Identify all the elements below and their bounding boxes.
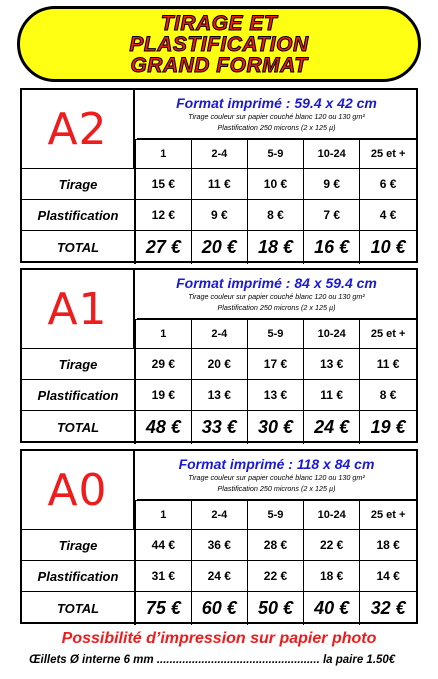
photo-paper-note: Possibilité d’impression sur papier photo xyxy=(61,630,377,647)
price-cell: 11 € xyxy=(191,169,247,200)
price-cell: 15 € xyxy=(135,169,191,200)
quantity-header: 5-9 xyxy=(247,501,303,530)
price-cell: 30 € xyxy=(247,411,303,444)
paper-size-label xyxy=(22,90,135,168)
row-label: TOTAL xyxy=(22,592,135,625)
quantity-header: 10-24 xyxy=(304,501,360,530)
price-cell: 10 € xyxy=(247,169,303,200)
quantity-header: 1 xyxy=(135,320,191,349)
price-cell: 44 € xyxy=(135,530,191,561)
price-cell: 48 € xyxy=(135,411,191,444)
title-line-2: PLASTIFICATION xyxy=(129,32,309,56)
title-banner xyxy=(17,6,421,82)
laminate-note: Plastification 250 microns (2 x 125 µ) xyxy=(217,303,336,312)
row-label: Plastification xyxy=(22,561,135,592)
price-cell: 10 € xyxy=(360,231,416,264)
row-label: Plastification xyxy=(22,380,135,411)
row-label: Tirage xyxy=(22,530,135,561)
paper-note: Tirage couleur sur papier couché blanc 120 ou 130 gm² xyxy=(188,292,365,301)
price-cell: 19 € xyxy=(135,380,191,411)
price-cell: 32 € xyxy=(360,592,416,625)
price-cell: 28 € xyxy=(247,530,303,561)
title-line-1: TIRAGE ET xyxy=(160,11,278,35)
plastification-row xyxy=(22,200,416,231)
size-text: A2 xyxy=(47,103,108,155)
paper-note: Tirage couleur sur papier couché blanc 120 ou 130 gm² xyxy=(188,473,365,482)
price-cell: 22 € xyxy=(304,530,360,561)
price-cell: 17 € xyxy=(247,349,303,380)
price-cell: 36 € xyxy=(191,530,247,561)
row-label: Tirage xyxy=(22,349,135,380)
price-cell: 16 € xyxy=(304,231,360,264)
eyelets-price-line: Œillets Ø interne 6 mm ................................................... la paire 1.50€ xyxy=(29,654,396,666)
price-cell: 33 € xyxy=(191,411,247,444)
price-cell: 18 € xyxy=(304,561,360,592)
total-row xyxy=(22,592,416,625)
paper-size-label xyxy=(22,451,135,529)
total-row xyxy=(22,411,416,444)
price-cell: 7 € xyxy=(304,200,360,231)
price-cell: 18 € xyxy=(247,231,303,264)
price-cell: 40 € xyxy=(304,592,360,625)
tirage-row xyxy=(22,169,416,200)
title-line-3: GRAND FORMAT xyxy=(130,53,308,77)
price-cell: 8 € xyxy=(360,380,416,411)
price-cell: 22 € xyxy=(247,561,303,592)
price-block-a1 xyxy=(20,268,418,443)
format-header xyxy=(137,270,416,319)
price-cell: 13 € xyxy=(191,380,247,411)
price-cell: 6 € xyxy=(360,169,416,200)
quantity-header: 1 xyxy=(135,140,191,169)
price-cell: 20 € xyxy=(191,349,247,380)
paper-note: Tirage couleur sur papier couché blanc 120 ou 130 gm² xyxy=(188,112,365,121)
price-cell: 11 € xyxy=(360,349,416,380)
price-cell: 24 € xyxy=(191,561,247,592)
quantity-header: 10-24 xyxy=(304,140,360,169)
format-title: Format imprimé : 118 x 84 cm xyxy=(178,456,375,472)
total-row xyxy=(22,231,416,264)
price-cell: 9 € xyxy=(191,200,247,231)
row-label: Plastification xyxy=(22,200,135,231)
price-cell: 20 € xyxy=(191,231,247,264)
price-block-a0 xyxy=(20,449,418,624)
quantity-header: 5-9 xyxy=(247,140,303,169)
laminate-note: Plastification 250 microns (2 x 125 µ) xyxy=(217,123,336,132)
quantity-header: 10-24 xyxy=(304,320,360,349)
price-cell: 12 € xyxy=(135,200,191,231)
price-cell: 18 € xyxy=(360,530,416,561)
price-block-a2 xyxy=(20,88,418,263)
paper-size-label xyxy=(22,270,135,348)
size-text: A0 xyxy=(47,464,108,516)
price-cell: 13 € xyxy=(247,380,303,411)
quantity-header: 2-4 xyxy=(191,501,247,530)
price-cell: 11 € xyxy=(304,380,360,411)
price-cell: 9 € xyxy=(304,169,360,200)
quantity-header: 25 et + xyxy=(360,501,416,530)
quantity-header: 25 et + xyxy=(360,140,416,169)
price-cell: 60 € xyxy=(191,592,247,625)
format-header xyxy=(137,451,416,500)
plastification-row xyxy=(22,380,416,411)
quantity-header: 1 xyxy=(135,501,191,530)
plastification-row xyxy=(22,561,416,592)
row-label: TOTAL xyxy=(22,411,135,444)
price-cell: 24 € xyxy=(304,411,360,444)
row-label: TOTAL xyxy=(22,231,135,264)
quantity-header: 5-9 xyxy=(247,320,303,349)
price-cell: 19 € xyxy=(360,411,416,444)
price-cell: 31 € xyxy=(135,561,191,592)
format-header xyxy=(137,90,416,139)
row-label: Tirage xyxy=(22,169,135,200)
price-cell: 50 € xyxy=(247,592,303,625)
tirage-row xyxy=(22,530,416,561)
quantity-header: 2-4 xyxy=(191,320,247,349)
price-cell: 27 € xyxy=(135,231,191,264)
price-cell: 4 € xyxy=(360,200,416,231)
price-cell: 13 € xyxy=(304,349,360,380)
tirage-row xyxy=(22,349,416,380)
price-cell: 14 € xyxy=(360,561,416,592)
quantity-header: 25 et + xyxy=(360,320,416,349)
price-cell: 8 € xyxy=(247,200,303,231)
price-cell: 29 € xyxy=(135,349,191,380)
laminate-note: Plastification 250 microns (2 x 125 µ) xyxy=(217,484,336,493)
format-title: Format imprimé : 84 x 59.4 cm xyxy=(176,275,377,291)
format-title: Format imprimé : 59.4 x 42 cm xyxy=(176,95,377,111)
price-cell: 75 € xyxy=(135,592,191,625)
quantity-header: 2-4 xyxy=(191,140,247,169)
size-text: A1 xyxy=(47,283,108,335)
